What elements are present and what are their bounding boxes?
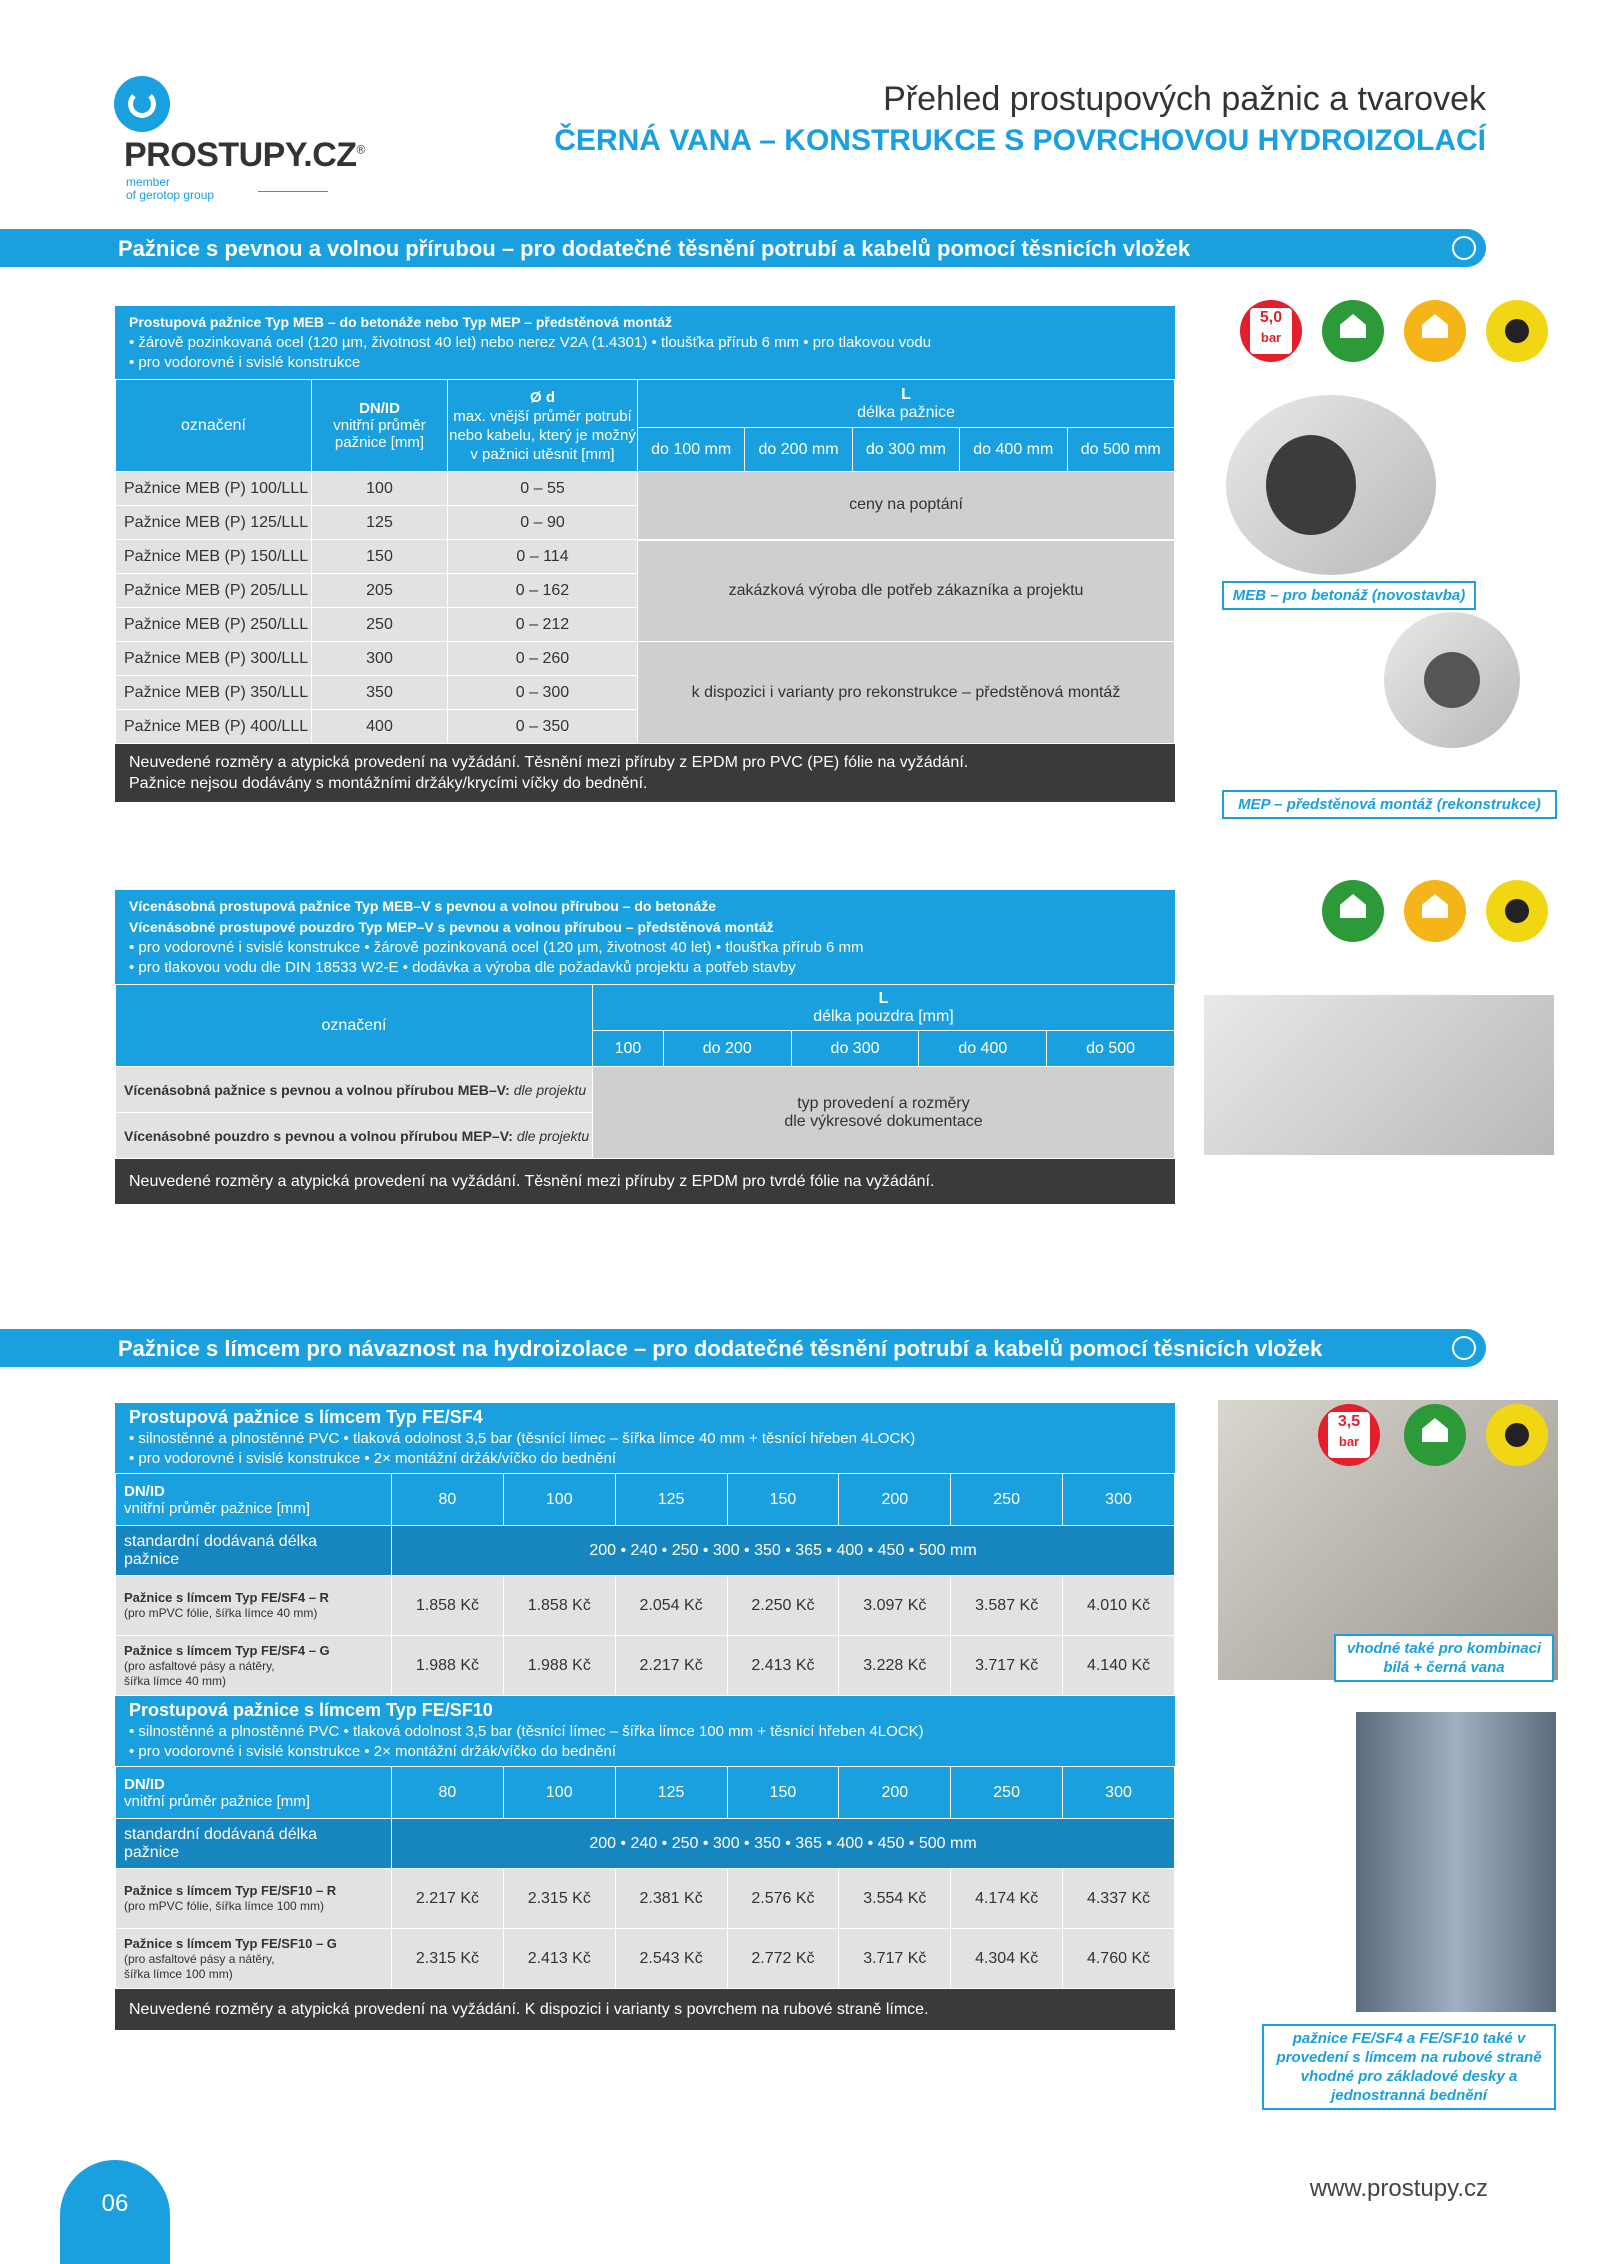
novostavba-badge-icon [1322, 300, 1384, 362]
table-row: Pažnice s límcem Typ FE/SF4 – G (pro asfaltové pásy a nátěry, šířka límce 40 mm) 1.988 Kč 1.988 Kč 2.217 Kč 2.413 Kč 3.228 Kč 3.717 Kč 4.140 Kč [116, 1636, 1175, 1696]
row-header: standardní dodávaná délka pažnice [116, 1819, 392, 1869]
table-intro: Vícenásobná prostupová pažnice Typ MEB–V s pevnou a volnou přírubou – do betonáže Vícenásobné prostupové pouzdro Typ MEP–V s pevnou a volnou přírubou – předstěnová montáž • pro vodorovné i svislé konstrukce • žárově pozinkovaná ocel (120 µm, životnost 40 let) • tloušťka přírub 6 mm • pro tlakovou vodu dle DIN 18533 W2-E • dodávka a výroba dle požadavků projektu a potřeb stavby [115, 890, 1175, 984]
merged-cell: typ provedení a rozměry dle výkresové dokumentace [593, 1067, 1175, 1159]
col-header: L délka pažnice [638, 380, 1175, 428]
col-header: Ø d max. vnější průměr potrubí nebo kabelu, který je možný v pažnici utěsnit [mm] [448, 380, 638, 472]
row-header: DN/ID vnitřní průměr pažnice [mm] [116, 1474, 392, 1526]
meb-table [115, 379, 1175, 744]
table-intro-sf4: Prostupová pažnice s límcem Typ FE/SF4 • silnostěnné a plnostěnné PVC • tlaková odolnost 3,5 bar (těsnící límec – šířka límce 40 mm + těsnící hřeben 4LOCK) • pro vodorovné i svislé konstrukce • 2× montážní držák/víčko do bednění [115, 1403, 1175, 1473]
col-header: do 200 [663, 1031, 791, 1067]
rekonstrukce-badge-icon [1404, 880, 1466, 942]
col-header: L délka pouzdra [mm] [593, 985, 1175, 1031]
col-header: do 500 mm [1067, 428, 1175, 472]
col-header: označení [116, 380, 312, 472]
multi-sleeve-image [1204, 995, 1554, 1155]
page-title: Přehled prostupových pažnic a tvarovek [883, 80, 1486, 118]
table-row: Pažnice s límcem Typ FE/SF4 – R (pro mPVC fólie, šířka límce 40 mm) 1.858 Kč 1.858 Kč 2.054 Kč 2.250 Kč 3.097 Kč 3.587 Kč 4.010 Kč [116, 1576, 1175, 1636]
table-row: Pažnice MEB (P) 125/LLL 125 0 – 90 [116, 506, 1175, 540]
logo-name: PROSTUPY.CZ® [124, 136, 365, 174]
col-header: do 200 mm [745, 428, 852, 472]
table-fe-sf [115, 1403, 1175, 2030]
novostavba-badge-icon [1404, 1404, 1466, 1466]
meb-product-image [1226, 395, 1436, 575]
novostavba-badge-icon [1322, 880, 1384, 942]
logo-arrow-icon [128, 90, 156, 118]
col-header: do 500 [1047, 1031, 1175, 1067]
caption-combination: vhodné také pro kombinaci bílá + černá vana [1334, 1634, 1554, 1682]
table-note: Neuvedené rozměry a atypická provedení na vyžádání. Těsnění mezi příruby z EPDM pro tvrdé fólie na vyžádání. [115, 1159, 1175, 1204]
meb-v-table [115, 984, 1175, 1159]
table-row: Pažnice MEB (P) 400/LLL 400 0 – 350 [116, 710, 1175, 744]
table-row: Pažnice s límcem Typ FE/SF10 – R (pro mPVC fólie, šířka límce 100 mm) 2.217 Kč 2.315 Kč 2.381 Kč 2.576 Kč 3.554 Kč 4.174 Kč 4.337 Kč [116, 1869, 1175, 1929]
section-heading-2: Pažnice s límcem pro návaznost na hydroizolace – pro dodatečné těsnění potrubí a kabelů pomocí těsnicích vložek [0, 1329, 1486, 1367]
caption-variants: pažnice FE/SF4 a FE/SF10 také v provedení s límcem na rubové straně vhodné pro základové desky a jednostranná bednění [1262, 2024, 1556, 2110]
table-note: Neuvedené rozměry a atypická provedení na vyžádání. K dispozici i varianty s povrchem na rubové straně límce. [115, 1989, 1175, 2030]
table-intro: Prostupová pažnice Typ MEB – do betonáže nebo Typ MEP – předstěnová montáž • žárově pozinkovaná ocel (120 µm, životnost 40 let) nebo nerez V2A (1.4301) • tloušťka přírub 6 mm • pro tlakovou vodu • pro vodorovné i svislé konstrukce [115, 306, 1175, 379]
merged-cell: ceny na poptání [638, 472, 1175, 540]
vodotesnost-badge-icon: 3,5 bar [1318, 1404, 1380, 1466]
radon-badge-icon [1486, 1404, 1548, 1466]
merged-cell: zakázková výroba dle potřeb zákazníka a projektu [638, 540, 1175, 642]
col-header: do 100 mm [638, 428, 745, 472]
col-header: do 300 [791, 1031, 919, 1067]
logo-subtitle: member of gerotop group [126, 175, 215, 202]
logo-divider [258, 191, 328, 192]
caption-meb: MEB – pro betonáž (novostavba) [1222, 581, 1476, 610]
merged-cell: k dispozici i varianty pro rekonstrukce – předstěnová montáž [638, 642, 1175, 744]
col-header: označení [116, 985, 593, 1067]
col-header: do 300 mm [852, 428, 959, 472]
page-number: 06 [60, 2160, 170, 2264]
table-row: Pažnice MEB (P) 150/LLL 150 0 – 114 zakázková výroba dle potřeb zákazníka a projektu [116, 540, 1175, 574]
rekonstrukce-badge-icon [1404, 300, 1466, 362]
row-header: standardní dodávaná délka pažnice [116, 1526, 392, 1576]
col-header: 100 [593, 1031, 664, 1067]
row-header: DN/ID vnitřní průměr pažnice [mm] [116, 1767, 392, 1819]
table-row: Vícenásobná pažnice s pevnou a volnou přírubou MEB–V: dle projektu typ provedení a rozměry dle výkresové dokumentace [116, 1067, 1175, 1113]
table-row: Pažnice MEB (P) 205/LLL 205 0 – 162 [116, 574, 1175, 608]
table-row: Pažnice MEB (P) 350/LLL 350 0 – 300 [116, 676, 1175, 710]
table-intro-sf10: Prostupová pažnice s límcem Typ FE/SF10 • silnostěnné a plnostěnné PVC • tlaková odolnost 3,5 bar (těsnící límec – šířka límce 100 mm + těsnící hřeben 4LOCK) • pro vodorovné i svislé konstrukce • 2× montážní držák/víčko do bednění [115, 1696, 1175, 1766]
table-row: Pažnice MEB (P) 300/LLL 300 0 – 260 k dispozici i varianty pro rekonstrukce – předstěnová montáž [116, 642, 1175, 676]
caption-mep: MEP – předstěnová montáž (rekonstrukce) [1222, 790, 1557, 819]
col-header: do 400 [919, 1031, 1047, 1067]
table-row: Pažnice MEB (P) 100/LLL 100 0 – 55 ceny na poptání [116, 472, 1175, 506]
fe-sf4-table: DN/ID vnitřní průměr pažnice [mm] 80 100 125 150 200 250 300 standardní dodávaná délka pažnice 200 • 240 • 250 • 300 • 350 • 365 • 400 • 450 • 500 mm Pažnice s límcem Typ FE/SF4 – R (pro mPVC fólie, šířka límce 40 mm) 1.858 Kč 1.858 Kč 2.054 Kč 2.250 Kč 3.097 Kč 3.587 Kč 4.010 Kč Pažnice s límcem Typ FE/SF4 – G (pro asfaltové pásy a nátěry, šířka límce 40 mm) 1.988 Kč 1.988 Kč 2.217 Kč 2.413 Kč 3.228 Kč 3.717 Kč 4.140 Kč [115, 1473, 1175, 1696]
table-meb-v [115, 890, 1175, 1204]
circle-icon [1452, 236, 1476, 260]
circle-icon [1452, 1336, 1476, 1360]
col-header: DN/ID vnitřní průměr pažnice [mm] [312, 380, 448, 472]
table-row: Pažnice s límcem Typ FE/SF10 – G (pro asfaltové pásy a nátěry, šířka límce 100 mm) 2.315 Kč 2.413 Kč 2.543 Kč 2.772 Kč 3.717 Kč 4.304 Kč 4.760 Kč [116, 1929, 1175, 1989]
page-subtitle: ČERNÁ VANA – KONSTRUKCE S POVRCHOVOU HYDROIZOLACÍ [554, 124, 1486, 157]
footer-url[interactable]: www.prostupy.cz [1309, 2175, 1488, 2202]
table-row: Vícenásobné pouzdro s pevnou a volnou přírubou MEP–V: dle projektu [116, 1113, 1175, 1159]
table-meb [115, 306, 1175, 802]
table-note: Neuvedené rozměry a atypická provedení na vyžádání. Těsnění mezi příruby z EPDM pro PVC (PE) fólie na vyžádání. Pažnice nejsou dodávány s montážními držáky/krycími víčky do bednění. [115, 744, 1175, 802]
col-header: do 400 mm [960, 428, 1067, 472]
radon-badge-icon [1486, 880, 1548, 942]
vodotesnost-badge-icon: 5,0 bar [1240, 300, 1302, 362]
mep-product-image [1384, 612, 1520, 748]
section-heading-1: Pažnice s pevnou a volnou přírubou – pro dodatečné těsnění potrubí a kabelů pomocí těsnicích vložek [0, 229, 1486, 267]
fe-sf10-table: DN/ID vnitřní průměr pažnice [mm] 80 100 125 150 200 250 300 standardní dodávaná délka pažnice 200 • 240 • 250 • 300 • 350 • 365 • 400 • 450 • 500 mm Pažnice s límcem Typ FE/SF10 – R (pro mPVC fólie, šířka límce 100 mm) 2.217 Kč 2.315 Kč 2.381 Kč 2.576 Kč 3.554 Kč 4.174 Kč 4.337 Kč Pažnice s límcem Typ FE/SF10 – G (pro asfaltové pásy a nátěry, šířka límce 100 mm) 2.315 Kč 2.413 Kč 2.543 Kč 2.772 Kč 3.717 Kč 4.304 Kč 4.760 Kč [115, 1766, 1175, 1989]
table-row: Pažnice MEB (P) 250/LLL 250 0 – 212 [116, 608, 1175, 642]
radon-badge-icon [1486, 300, 1548, 362]
fe-sf-pipe-image [1356, 1712, 1556, 2012]
